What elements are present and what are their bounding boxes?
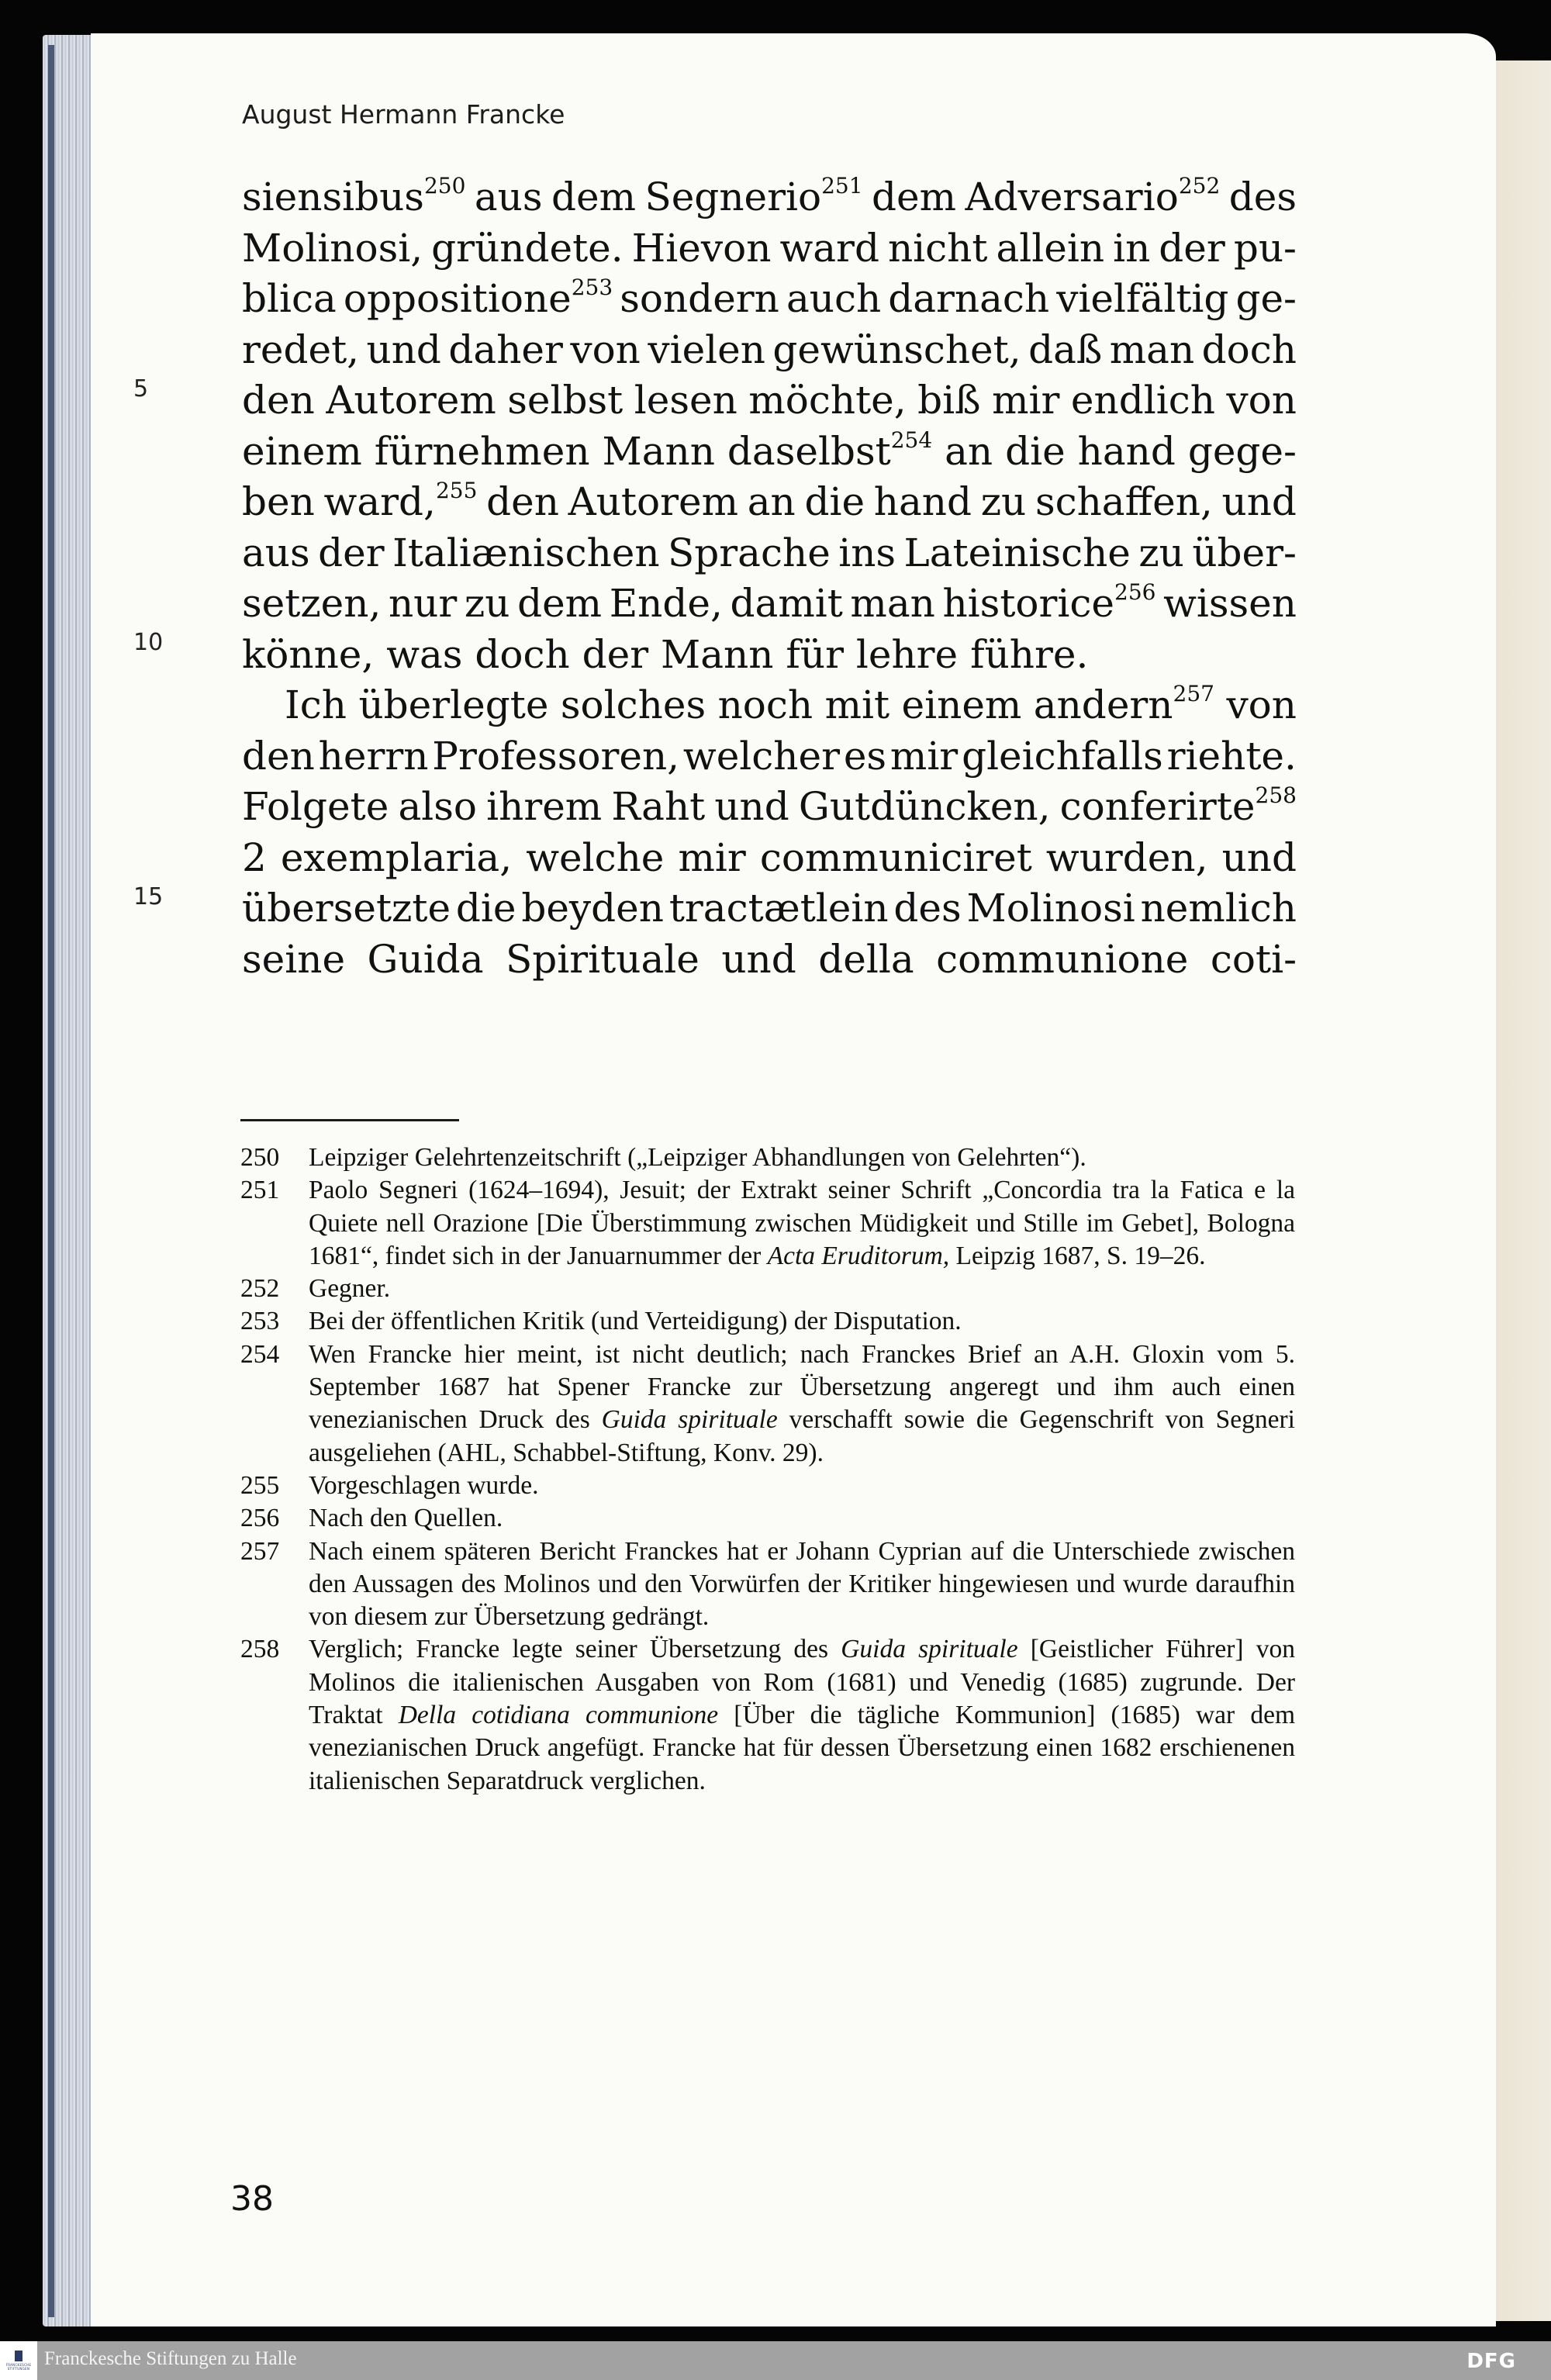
word: Mann <box>602 428 715 474</box>
line-number: 10 <box>133 629 164 656</box>
word: einem <box>242 428 362 474</box>
text-line <box>242 883 1297 934</box>
word: mir <box>889 733 959 779</box>
word: gleichfalls <box>962 733 1163 779</box>
franckesche-stiftungen-logo[interactable] <box>0 2341 37 2380</box>
word: redet, <box>242 326 360 372</box>
word: gewünschet, <box>772 326 1021 372</box>
footnote-marker[interactable]: 250 <box>423 173 466 199</box>
viewer-footer-bar <box>0 2341 1551 2380</box>
word: der <box>318 530 385 575</box>
word: exemplaria, <box>280 834 513 880</box>
footnote-number: 254 <box>240 1339 280 1369</box>
word: doch <box>475 631 570 677</box>
word: tractætlein <box>668 886 889 931</box>
text-line <box>242 172 1297 223</box>
word: überlegte <box>358 682 549 727</box>
word: Spirituale <box>506 936 700 982</box>
footnote-number: 257 <box>240 1536 280 1566</box>
text-line <box>242 630 1297 681</box>
word: conferirte$^{258}$ <box>1059 782 1297 829</box>
footnote-number: 251 <box>240 1176 280 1205</box>
word: die <box>804 479 865 524</box>
footnote-text: Wen Francke hier meint, ist nicht deutlich; nach Franckes Brief an A.H. Gloxin vom 5. September 1687 hat Spener Francke zur Übersetzung angeregt und ihm auch einen venezianischen Druck des Guida spirituale verschafft sowie die Gegenschrift von Segneri ausgeliehen (AHL, Schabbel-Stiftung, Konv. 29). <box>309 1339 1295 1467</box>
word: communiciret <box>759 834 1032 880</box>
word: dem <box>872 174 957 219</box>
word: von <box>570 326 641 372</box>
footnote-marker[interactable]: 256 <box>1114 579 1156 605</box>
footnote-number: 252 <box>240 1274 280 1304</box>
word: darnach <box>888 276 1050 321</box>
italic-title: Guida spirituale <box>601 1405 778 1435</box>
footnote <box>240 1535 1295 1634</box>
word: wissen <box>1163 581 1297 626</box>
word: daß <box>1028 326 1103 372</box>
footnote-number: 255 <box>240 1470 280 1500</box>
word: della <box>818 936 914 982</box>
word: gege- <box>1187 428 1297 474</box>
word: des <box>893 886 962 931</box>
word: über- <box>1192 530 1297 575</box>
word: man <box>1109 326 1195 372</box>
word: Gutdüncken, <box>798 784 1051 829</box>
footnote-marker[interactable]: 252 <box>1178 173 1221 199</box>
book-spine-edge <box>48 45 54 2317</box>
word: wurden, <box>1045 834 1208 880</box>
word: zu <box>1138 530 1184 575</box>
footnote <box>240 1174 1295 1273</box>
word: in <box>1113 225 1151 271</box>
word: der <box>582 631 649 677</box>
word: coti- <box>1210 936 1297 982</box>
text-line <box>242 731 1297 782</box>
word: setzen, <box>242 581 382 626</box>
footnote-marker[interactable]: 258 <box>1255 782 1297 808</box>
text-line <box>242 274 1297 325</box>
text-line <box>242 934 1297 986</box>
word: zu <box>980 479 1027 524</box>
word: pu- <box>1233 225 1297 271</box>
word: von <box>1226 378 1297 423</box>
word: Professoren, <box>432 733 680 779</box>
footnote-separator <box>240 1119 459 1121</box>
word: die <box>1005 428 1066 474</box>
word: historice$^{256}$ <box>942 579 1156 626</box>
word: was <box>386 631 463 677</box>
word: oppositione$^{253}$ <box>343 275 613 321</box>
word: und <box>1221 834 1297 880</box>
word: siensibus$^{250}$ <box>242 173 466 219</box>
word: noch <box>717 682 813 727</box>
text-line <box>242 325 1297 376</box>
word: nicht <box>887 225 988 271</box>
footnote-marker[interactable]: 254 <box>890 427 933 453</box>
word: ben <box>242 479 315 524</box>
institution-name[interactable]: Franckesche Stiftungen zu Halle <box>44 2348 297 2369</box>
word: welcher <box>682 733 840 779</box>
footnote-number: 250 <box>240 1143 280 1172</box>
word: der <box>1159 225 1225 271</box>
word: 2 <box>242 834 267 880</box>
word: und <box>366 326 441 372</box>
word: ge- <box>1235 276 1297 321</box>
word: daher <box>448 326 563 372</box>
word: communione <box>936 936 1189 982</box>
footnote-number: 256 <box>240 1504 280 1533</box>
word: Italiænischen <box>392 530 660 575</box>
word: doch <box>1201 326 1297 372</box>
word: riehte. <box>1166 733 1297 779</box>
word: schaffen, <box>1035 479 1213 524</box>
word: beyden <box>521 886 664 931</box>
text-line <box>242 782 1297 833</box>
footnote <box>240 1305 1295 1338</box>
text-line <box>242 833 1297 884</box>
text-line <box>242 579 1297 630</box>
footnotes <box>240 1142 1295 1798</box>
word: Ende, <box>609 581 723 626</box>
word: herrn <box>318 733 429 779</box>
word: Autorem <box>568 479 739 524</box>
page-number: 38 <box>230 2179 274 2219</box>
word: ward,$^{255}$ <box>323 478 478 524</box>
word: selbst <box>507 378 624 423</box>
statue-icon <box>15 2351 22 2361</box>
word: nur <box>388 581 458 626</box>
word: sondern <box>620 276 779 321</box>
word: Autorem <box>326 378 496 423</box>
footnote-number: 258 <box>240 1635 280 1664</box>
text-line <box>242 223 1297 275</box>
footnote-number: 253 <box>240 1307 280 1336</box>
footnote <box>240 1273 1295 1305</box>
word: endlich <box>1070 378 1215 423</box>
word: biß <box>917 378 981 423</box>
word: könne, <box>242 631 375 677</box>
word: blica <box>242 276 337 321</box>
word: hand <box>1077 428 1176 474</box>
word: es <box>843 733 887 779</box>
text-line <box>242 528 1297 579</box>
footnote-marker[interactable]: 251 <box>821 173 863 199</box>
logo-wordmark: FRANCKESCHE STIFTUNGEN <box>5 2363 32 2371</box>
word: mit <box>824 682 890 727</box>
footnote-text: Nach den Quellen. <box>309 1504 503 1533</box>
word: Folgete <box>242 784 389 829</box>
footnote <box>240 1633 1295 1797</box>
footnote-text: Gegner. <box>309 1274 391 1304</box>
word: andern$^{257}$ <box>1033 681 1214 727</box>
word: vielfältig <box>1056 276 1229 321</box>
word: daselbst$^{254}$ <box>727 427 933 474</box>
word: lesen <box>634 378 738 423</box>
word: auch <box>786 276 882 321</box>
word: den <box>242 733 315 779</box>
footnote-marker[interactable]: 253 <box>571 275 613 300</box>
word: übersetzte <box>242 886 451 931</box>
footnote-text: Bei der öffentlichen Kritik (und Verteidigung) der Disputation. <box>309 1307 962 1336</box>
word: Guida <box>367 936 484 982</box>
running-head: August Hermann Francke <box>242 99 565 130</box>
footnote-text: Verglich; Francke legte seiner Übersetzung des Guida spirituale [Geistlicher Führer] von Molinos die italienischen Ausgaben von Rom (1681) und Venedig (1685) zugrunde. Der Traktat Della cotidiana communione [Über die tägliche Kommunion] (1685) war dem venezianischen Druck angefügt. Francke hat für dessen Übersetzung einen 1682 erschienenen italienischen Separatdruck verglichen. <box>309 1635 1295 1795</box>
word: aus <box>474 174 543 219</box>
word: damit <box>730 581 843 626</box>
word: Lateinische <box>903 530 1131 575</box>
footnote <box>240 1502 1295 1535</box>
word: ins <box>838 530 896 575</box>
text-line <box>242 427 1297 478</box>
word: mir <box>992 378 1060 423</box>
word: vielen <box>648 326 765 372</box>
word: Hievon <box>631 225 772 271</box>
word: mir <box>678 834 746 880</box>
italic-title: Della cotidiana communione <box>398 1701 719 1730</box>
word: Segnerio$^{251}$ <box>644 173 863 219</box>
word: ward <box>779 225 879 271</box>
word: und <box>1221 479 1297 524</box>
word: man <box>850 581 935 626</box>
word: aus <box>242 530 310 575</box>
word: ihrem <box>486 784 603 829</box>
word: den <box>486 479 559 524</box>
footnote-marker[interactable]: 255 <box>435 478 478 503</box>
text-line <box>242 680 1297 731</box>
word: einem <box>901 682 1022 727</box>
word: Molinosi <box>966 886 1135 931</box>
word: und <box>721 936 796 982</box>
footnote-text: Paolo Segneri (1624–1694), Jesuit; der Extrakt seiner Schrift „Concordia tra la Fatica e la Quiete nell Orazione [Die Überstimmung zwischen Müdigkeit und Stille im Gebet], Bologna 1681“, findet sich in der Januarnummer der Acta Eruditorum, Leipzig 1687, S. 19–26. <box>309 1176 1295 1270</box>
line-number: 5 <box>133 375 149 402</box>
word: Molinosi, <box>242 225 423 271</box>
text-line <box>242 477 1297 528</box>
word: und <box>714 784 789 829</box>
footnote-text: Nach einem späteren Bericht Franckes hat er Johann Cyprian auf die Unterschiede zwischen den Aussagen des Molinos und den Vorwürfen der Kritiker hingewiesen und wurde daraufhin von diesem zur Übersetzung gedrängt. <box>309 1536 1295 1632</box>
footnote-marker[interactable]: 257 <box>1173 681 1214 706</box>
word: seine <box>242 936 346 982</box>
facing-page-edge <box>1494 60 1551 2321</box>
word: zu <box>464 581 510 626</box>
word: an <box>747 479 796 524</box>
word: gründete. <box>431 225 624 271</box>
word: Ich <box>285 682 347 727</box>
word: an <box>945 428 993 474</box>
word: möchte, <box>748 378 907 423</box>
word: hand <box>873 479 972 524</box>
italic-title: Acta Eruditorum, <box>767 1241 950 1270</box>
word: Adversario$^{252}$ <box>965 173 1221 219</box>
word: lehre <box>855 631 959 677</box>
word: allein <box>996 225 1105 271</box>
word: Mann <box>661 631 774 677</box>
italic-title: Guida spirituale <box>841 1635 1018 1664</box>
word: dem <box>551 174 637 219</box>
word: dem <box>517 581 603 626</box>
line-number: 15 <box>133 883 164 910</box>
word: des <box>1228 174 1297 219</box>
footnote-text: Leipziger Gelehrtenzeitschrift („Leipziger Abhandlungen von Gelehrten“). <box>309 1143 1086 1172</box>
footnote <box>240 1470 1295 1502</box>
footnote <box>240 1142 1295 1174</box>
word: solches <box>560 682 706 727</box>
word: welche <box>526 834 665 880</box>
word: fürnehmen <box>374 428 590 474</box>
word: also <box>398 784 478 829</box>
word: für <box>786 631 844 677</box>
dfg-logo[interactable]: DFG <box>1466 2350 1516 2373</box>
footnote-text: Vorgeschlagen wurde. <box>309 1470 539 1500</box>
text-line <box>242 375 1297 427</box>
word: nemlich <box>1140 886 1297 931</box>
word: Raht <box>611 784 706 829</box>
word: den <box>242 378 315 423</box>
main-text <box>242 172 1297 985</box>
word: führe. <box>970 631 1089 677</box>
word: von <box>1226 682 1297 727</box>
word: die <box>455 886 516 931</box>
word: Sprache <box>668 530 831 575</box>
footnote <box>240 1339 1295 1470</box>
